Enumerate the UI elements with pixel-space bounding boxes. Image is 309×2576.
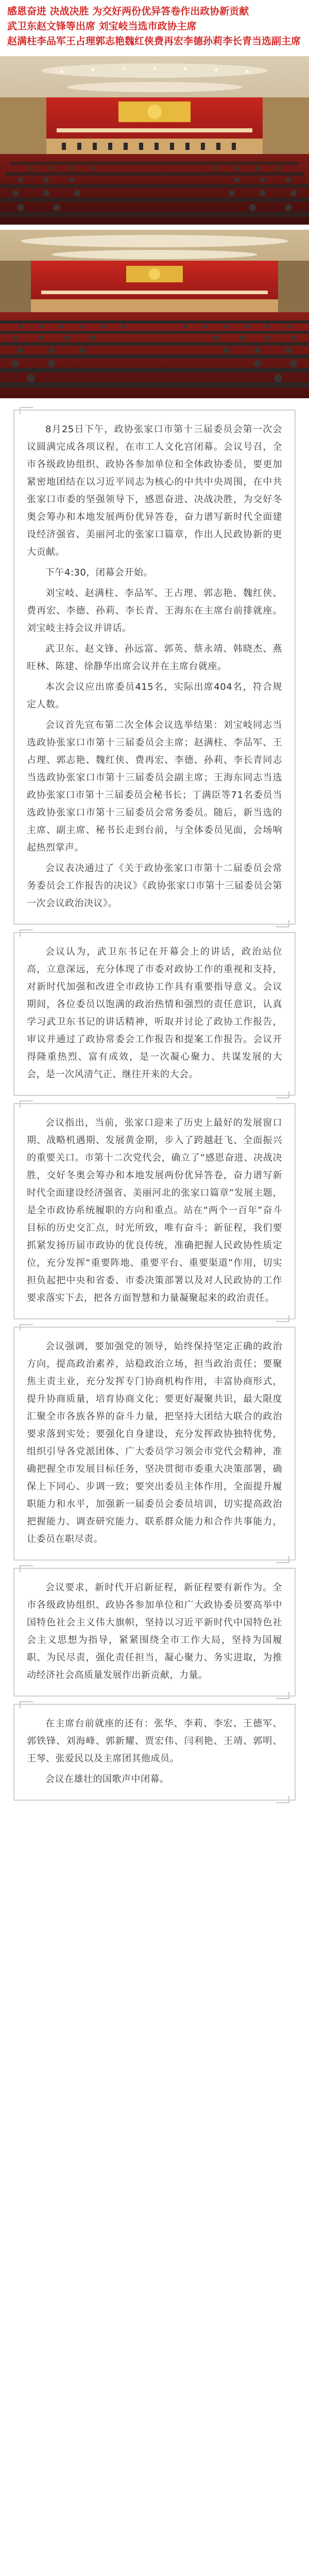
paragraph: 刘宝岐、赵满柱、李品军、王占理、郭志艳、魏红侠、费再宏、李德、孙莉、李长青、王海东在主席台前排就座。刘宝岐主持会议并讲话。	[27, 588, 282, 634]
meeting-hall-photo-2	[0, 230, 309, 398]
paragraph: 会议表决通过了《关于政协张家口市第十二届委员会常务委员会工作报告的决议》《政协张家口市第十三届委员会第一次会议政治决议》。	[27, 863, 282, 909]
paragraph: 会议指出，当前，张家口迎来了历史上最好的发展窗口期、战略机遇期、发展黄金期，步入了跨越赶飞、全面振兴的重要关口。市第十二次党代会，确立了“感恩奋进、决战决胜，交好冬奥会筹办和本地发展两份优异答卷，奋力谱写新时代全面建设经济强省、美丽河北的张家口篇章”发展主题，是全市政协系统履职的方向和重点。站在“两个一百年”奋斗目标的历史交汇点，时光所致，唯有奋斗；新征程，我们要抓紧发扬历届市政协的优良传统，准确把握人民政协性质定位，充分发挥“重要阵地、重要平台、重要渠道”作用，切实担负起把中央和省委、市委决策部署以及对人民政协的工作要求落实下去，把各方面智慧和力量凝聚起来的政治责任。	[27, 1117, 282, 1303]
headline-line-2: 武卫东赵文锋等出席 刘宝岐当选市政协主席	[7, 21, 197, 32]
article-section-3	[13, 1103, 296, 1319]
meeting-hall-image-1	[0, 56, 309, 225]
paragraph: 会议强调，要加强党的领导，始终保持坚定正确的政治方向，提高政治素养，站稳政治立场，担当政治责任；要聚焦主责主业，充分发挥专门协商机构作用，丰富协商形式，提升协商质量，培育协商文化；要更好凝聚共识，最大限度汇聚全市各族各界的奋斗力量，把坚持大团结大联合的政治要求落到实处；要强化自身建设，充分发挥政协独特优势，组织引导各党派团体、广大委员学习领会市党代会精神，准确把握全市发展目标任务，坚决贯彻市委重大决策部署，确保上下同心、步调一致；要突出委员主体作用，全面提升履职能力和水平，加强新一届委员会委员培训，切实提高政治把握能力、调查研究能力、联系群众能力和合作共事能力，让委员在职尽责。	[27, 1341, 282, 1545]
meeting-hall-photo-1	[0, 56, 309, 225]
article-section-4	[13, 1327, 296, 1561]
paragraph: 会议认为，武卫东书记在开幕会上的讲话，政治站位高，立意深远，充分体现了市委对政协工作的重视和支持，对新时代加强和改进全市政协工作具有重要指导意义。会议期间，各位委员以饱满的政治热情和强烈的责任意识，认真学习武卫东书记的讲话精神，听取并讨论了政协工作报告，审议并通过了政协常委会工作报告和提案工作报告。会议开得隆重热烈、富有成效，是一次凝心聚力、共谋发展的大会，是一次风清气正、继往开来的大会。	[27, 946, 282, 1080]
paragraph: 8月25日下午，政协张家口市第十三届委员会第一次会议圆满完成各项议程，在市工人文化宫闭幕。会议号召，全市各级政协组织、政协各参加单位和全体政协委员，要更加紧密地团结在以习近平同志为核心的中共中央周围，在中共张家口市委的坚强领导下，感恩奋进、决战决胜，为交好冬奥会筹办和本地发展两份优异答卷，奋力谱写新时代全面建设经济强省、美丽河北的张家口篇章，作出人民政协新的更大贡献。	[27, 424, 282, 557]
paragraph: 本次会议应出席委员415名，实际出席404名，符合规定人数。	[27, 682, 282, 710]
article-section-6	[13, 1704, 296, 1801]
headline-line-1: 感恩奋进 决战决胜 为交好两份优异答卷作出政协新贡献	[7, 6, 249, 17]
paragraph: 下午4:30，闭幕会开始。	[45, 567, 153, 578]
paragraph: 在主席台前就座的还有：张华、李莉、李宏、王德军、郭铁锋、刘海峰、郭新耀、贾宏伟、闫利艳、王靖、郭明、王琴、张爱民以及主席团其他成员。	[27, 1718, 282, 1764]
article-section-2	[13, 932, 296, 1096]
article-section-5	[13, 1568, 296, 1697]
paragraph: 武卫东、赵文锋、孙远富、郭英、蔡永靖、韩晓杰、燕旺林、陈建、徐静华出席会议并在主席台就座。	[27, 643, 282, 672]
paragraph: 会议要求，新时代开启新征程，新征程要有新作为。全市各级政协组织、政协各参加单位和广大政协委员要高举中国特色社会主义伟大旗帜，坚持以习近平新时代中国特色社会主义思想为指导，紧紧围绕全市工作大局，坚持为国履职、为民尽责，强化责任担当，凝心聚力、务实进取，为推动经济社会高质量发展作出新贡献，力量。	[27, 1582, 282, 1681]
paragraph: 会议在雄壮的国歌声中闭幕。	[45, 1774, 169, 1785]
article-headline	[0, 0, 309, 51]
meeting-hall-image-2	[0, 230, 309, 398]
article-section-1	[13, 410, 296, 925]
paragraph: 会议首先宣布第二次全体会议选举结果：刘宝岐同志当选政协张家口市第十三届委员会主席；赵满柱、李品军、王占理、郭志艳、魏红侠、费再宏、李德、孙莉、李长青同志当选政协张家口市第十三届委员会副主席；王海东同志当选政协张家口市第十三届委员会秘书长；丁满臣等71名委员当选政协张家口市第十三届委员会常务委员。随后，新当选的主席、副主席、秘书长走到台前，与全体委员见面，会场响起热烈掌声。	[27, 720, 282, 853]
headline-line-3: 赵满柱李品军王占理郭志艳魏红侠费再宏李德孙莉李长青当选副主席	[7, 36, 301, 47]
